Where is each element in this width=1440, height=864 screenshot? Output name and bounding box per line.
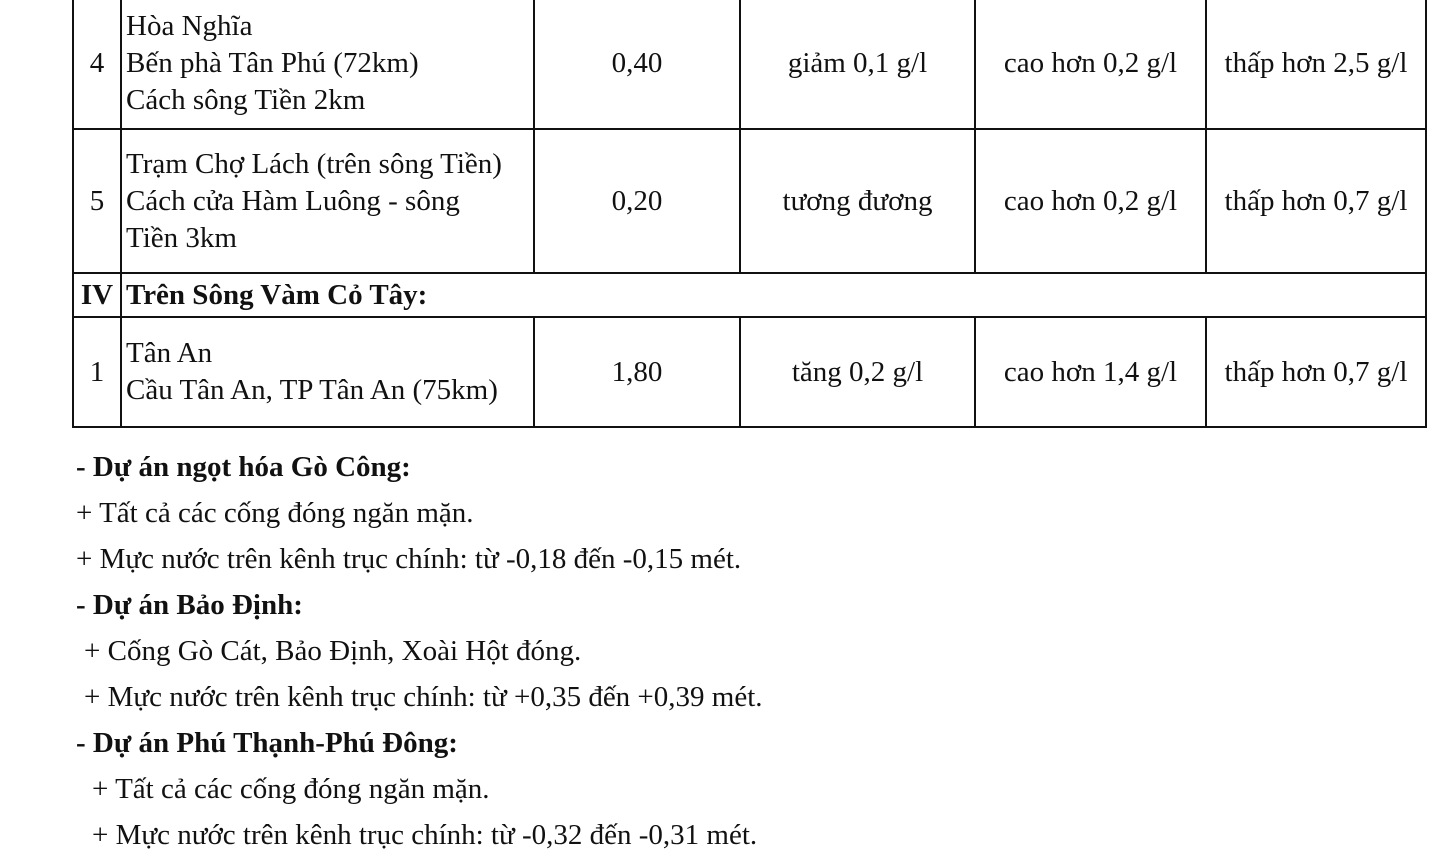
section-number: IV <box>73 273 121 317</box>
compare-b-value: thấp hơn 0,7 g/l <box>1206 317 1426 427</box>
change-value: tương đương <box>740 129 975 273</box>
row-number: 1 <box>73 317 121 427</box>
location-line: Cách cửa Hàm Luông - sông <box>126 184 460 217</box>
change-value: giảm 0,1 g/l <box>740 0 975 129</box>
location-line: Bến phà Tân Phú (72km) <box>126 46 419 79</box>
bao-dinh-item: + Cống Gò Cát, Bảo Định, Xoài Hột đóng. <box>84 635 582 667</box>
location-line: Hòa Nghĩa <box>126 9 253 42</box>
location-cell <box>121 0 534 129</box>
location-cell <box>121 317 534 427</box>
location-cell <box>121 129 534 273</box>
phu-thanh-heading: - Dự án Phú Thạnh-Phú Đông: <box>76 727 458 759</box>
bao-dinh-heading: - Dự án Bảo Định: <box>76 589 303 621</box>
salinity-value: 1,80 <box>534 317 740 427</box>
compare-a-value: cao hơn 0,2 g/l <box>975 129 1206 273</box>
compare-b-value: thấp hơn 0,7 g/l <box>1206 129 1426 273</box>
salinity-value: 0,20 <box>534 129 740 273</box>
phu-thanh-item: + Tất cả các cống đóng ngăn mặn. <box>92 773 490 805</box>
change-value: tăng 0,2 g/l <box>740 317 975 427</box>
section-title: Trên Sông Vàm Cỏ Tây: <box>121 273 1426 317</box>
compare-a-value: cao hơn 1,4 g/l <box>975 317 1206 427</box>
row-number: 5 <box>73 129 121 273</box>
compare-b-value: thấp hơn 2,5 g/l <box>1206 0 1426 129</box>
section-header-row <box>73 273 1426 317</box>
bao-dinh-item: + Mực nước trên kênh trục chính: từ +0,35 đến +0,39 mét. <box>84 681 763 713</box>
table-row <box>73 0 1426 129</box>
go-cong-item: + Tất cả các cống đóng ngăn mặn. <box>76 497 474 529</box>
location-line: Tân An <box>126 337 213 369</box>
go-cong-item: + Mực nước trên kênh trục chính: từ -0,18 đến -0,15 mét. <box>76 543 742 575</box>
phu-thanh-item: + Mực nước trên kênh trục chính: từ -0,32 đến -0,31 mét. <box>92 819 758 851</box>
table-row <box>73 129 1426 273</box>
salinity-value: 0,40 <box>534 0 740 129</box>
salinity-table <box>72 0 1427 428</box>
location-line: Tiền 3km <box>126 221 237 254</box>
go-cong-heading: - Dự án ngọt hóa Gò Công: <box>76 451 411 483</box>
location-line: Cách sông Tiền 2km <box>126 83 366 116</box>
location-line: Cầu Tân An, TP Tân An (75km) <box>126 374 498 406</box>
location-line: Trạm Chợ Lách (trên sông Tiền) <box>126 147 502 180</box>
table-row <box>73 317 1426 427</box>
compare-a-value: cao hơn 0,2 g/l <box>975 0 1206 129</box>
row-number: 4 <box>73 0 121 129</box>
project-notes <box>76 444 763 858</box>
